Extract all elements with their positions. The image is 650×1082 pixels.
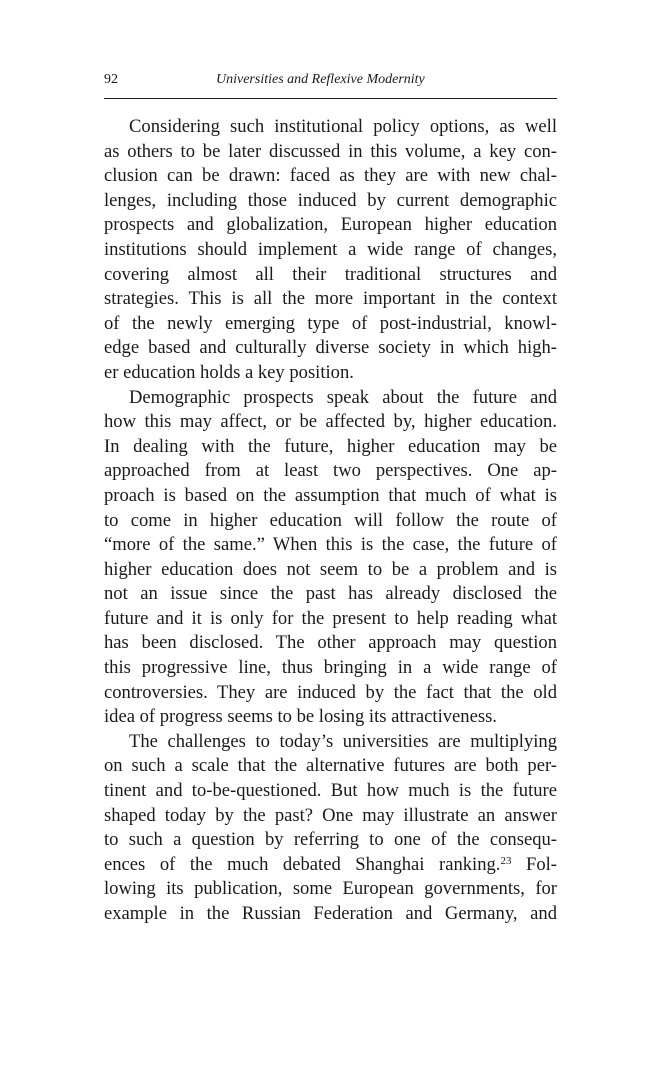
text-segment: ences of the much debated Shanghai ranking. xyxy=(104,853,501,875)
text-line: as others to be later discussed in this volume, a key con- xyxy=(104,140,557,162)
text-line-with-footnote xyxy=(104,853,557,878)
text-line: to come in higher education will follow the route of xyxy=(104,509,557,531)
text-line: clusion can be drawn: faced as they are with new chal- xyxy=(104,165,557,187)
text-line: strategies. This is all the more important in the context xyxy=(104,288,557,310)
text-line: on such a scale that the alternative futures are both per- xyxy=(104,755,557,777)
text-line: to such a question by referring to one of the consequ- xyxy=(104,829,557,851)
text-line: this progressive line, thus bringing in a wide range of xyxy=(104,657,557,679)
header-rule xyxy=(104,98,557,99)
text-line: institutions should implement a wide range of changes, xyxy=(104,238,557,260)
text-line: In dealing with the future, higher education may be xyxy=(104,435,557,457)
text-line: prospects and globalization, European higher education xyxy=(104,214,557,236)
text-line: lenges, including those induced by current demographic xyxy=(104,189,557,211)
text-line: er education holds a key position. xyxy=(104,361,354,383)
text-line: Demographic prospects speak about the future and xyxy=(129,386,557,408)
text-line: example in the Russian Federation and Germany, and xyxy=(104,903,557,924)
running-head xyxy=(104,72,557,94)
text-line: future and it is only for the present to help reading what xyxy=(104,607,557,629)
text-line: covering almost all their traditional structures and xyxy=(104,263,557,285)
text-line: proach is based on the assumption that much of what is xyxy=(104,484,557,506)
text-line: Considering such institutional policy options, as well xyxy=(129,116,557,137)
text-line: not an issue since the past has already disclosed the xyxy=(104,583,557,605)
text-line: approached from at least two perspectives. One ap- xyxy=(104,460,557,482)
running-title: Universities and Reflexive Modernity xyxy=(216,72,425,87)
text-line: tinent and to-be-questioned. But how much is the future xyxy=(104,780,557,802)
text-line: shaped today by the past? One may illustrate an answer xyxy=(104,804,557,826)
text-segment: Fol- xyxy=(525,853,557,875)
text-line: lowing its publication, some European governments, for xyxy=(104,878,557,900)
text-line: idea of progress seems to be losing its attractiveness. xyxy=(104,706,497,728)
text-line: edge based and culturally diverse society in which high- xyxy=(104,337,557,359)
text-line: controversies. They are induced by the fact that the old xyxy=(104,681,557,703)
body-text xyxy=(104,115,557,927)
text-line: higher education does not seem to be a problem and is xyxy=(104,558,557,580)
page-number: 92 xyxy=(104,72,118,87)
text-line: how this may affect, or be affected by, higher education. xyxy=(104,411,557,433)
text-line: “more of the same.” When this is the case, the future of xyxy=(104,534,557,556)
footnote-reference[interactable]: 23 xyxy=(500,854,512,867)
text-line: has been disclosed. The other approach may question xyxy=(104,632,557,654)
text-line: The challenges to today’s universities are multiplying xyxy=(129,730,557,752)
text-line: of the newly emerging type of post-industrial, knowl- xyxy=(104,312,557,334)
